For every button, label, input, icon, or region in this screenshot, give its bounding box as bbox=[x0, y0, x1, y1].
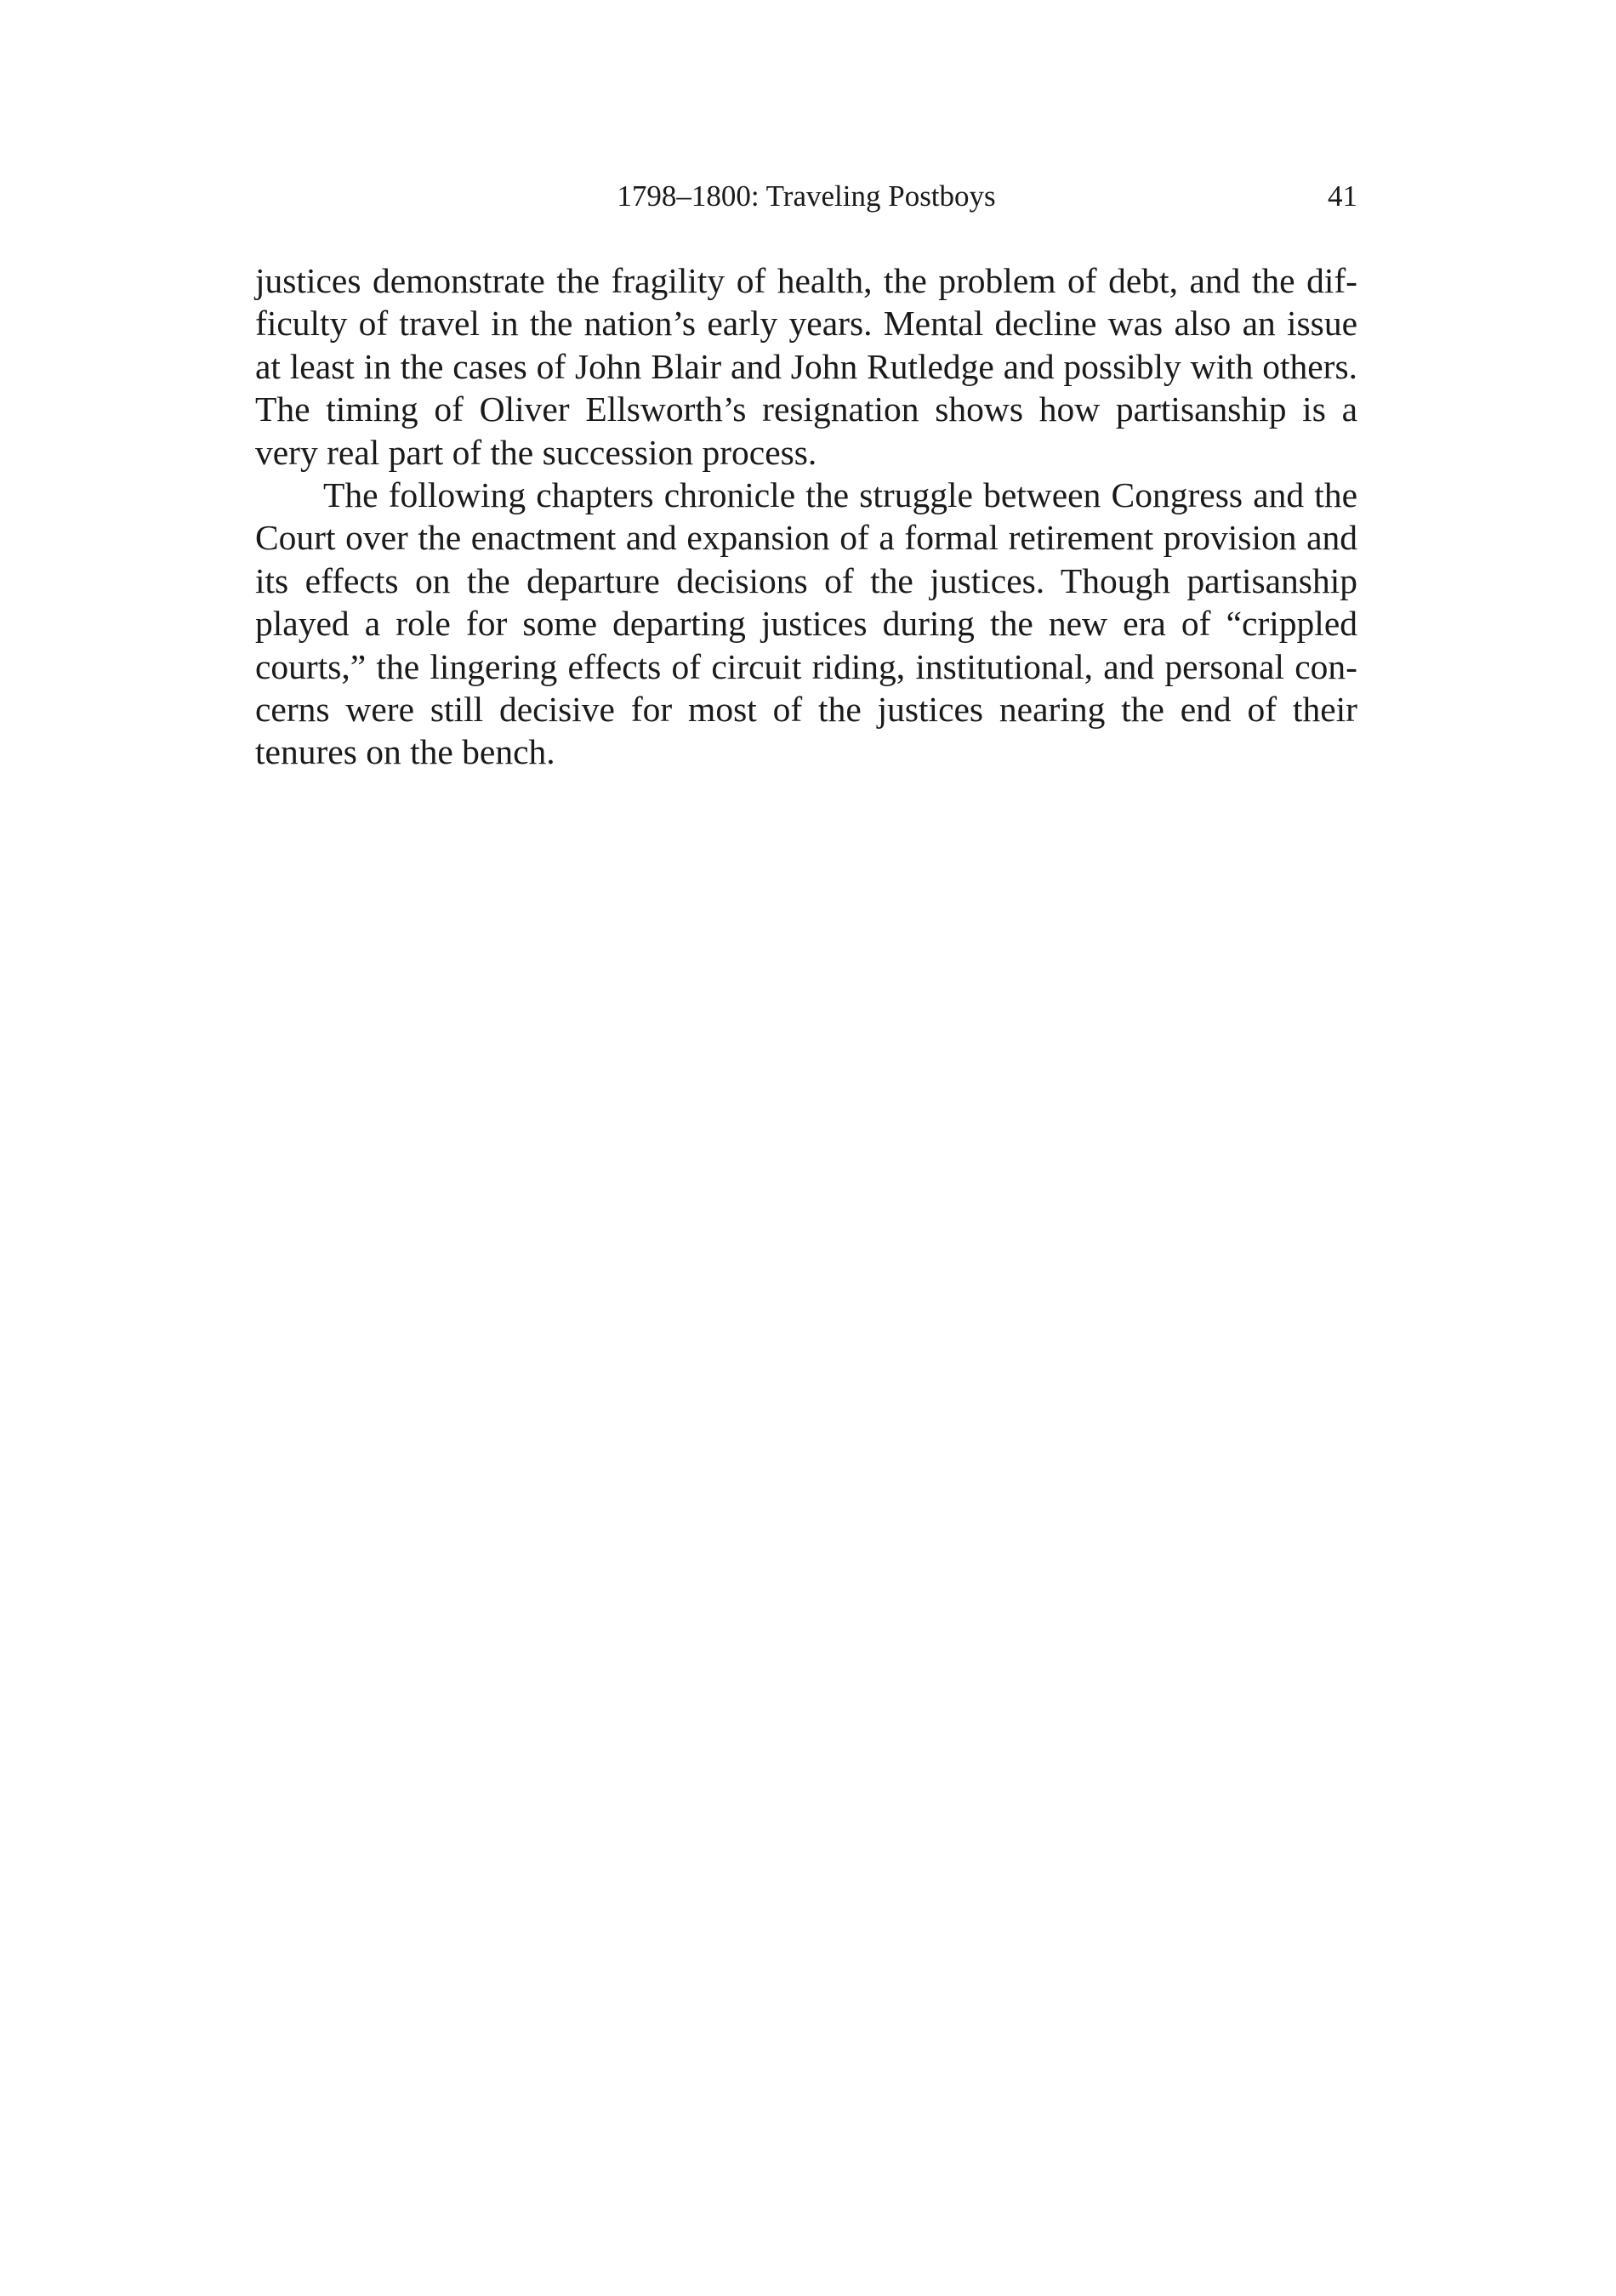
body-text bbox=[255, 259, 1357, 774]
running-title: 1798–1800: Traveling Postboys bbox=[617, 179, 996, 213]
paragraph: The following chapters chronicle the struggle between Congress and the Court over the enactment and expansion of a formal retirement provision and its effects on the departure decisions of the justices. Though partisanship played a role for some departing justices during the new era of “crippled courts,” the lingering effects of circuit riding, institutional, and personal concerns were still decisive for most of the justices nearing the end of their tenures on the bench. bbox=[255, 475, 1357, 772]
page-number: 41 bbox=[1328, 179, 1357, 213]
paragraph-continued: justices demonstrate the fragility of health, the problem of debt, and the difficulty of travel in the nation’s early years. Mental decline was also an issue at least in the cases of John Blair and John Rutledge and possibly with others. The timing of Oliver Ellsworth’s resignation shows how partisanship is a very real part of the succession process. bbox=[255, 261, 1357, 472]
running-head bbox=[255, 175, 1357, 218]
